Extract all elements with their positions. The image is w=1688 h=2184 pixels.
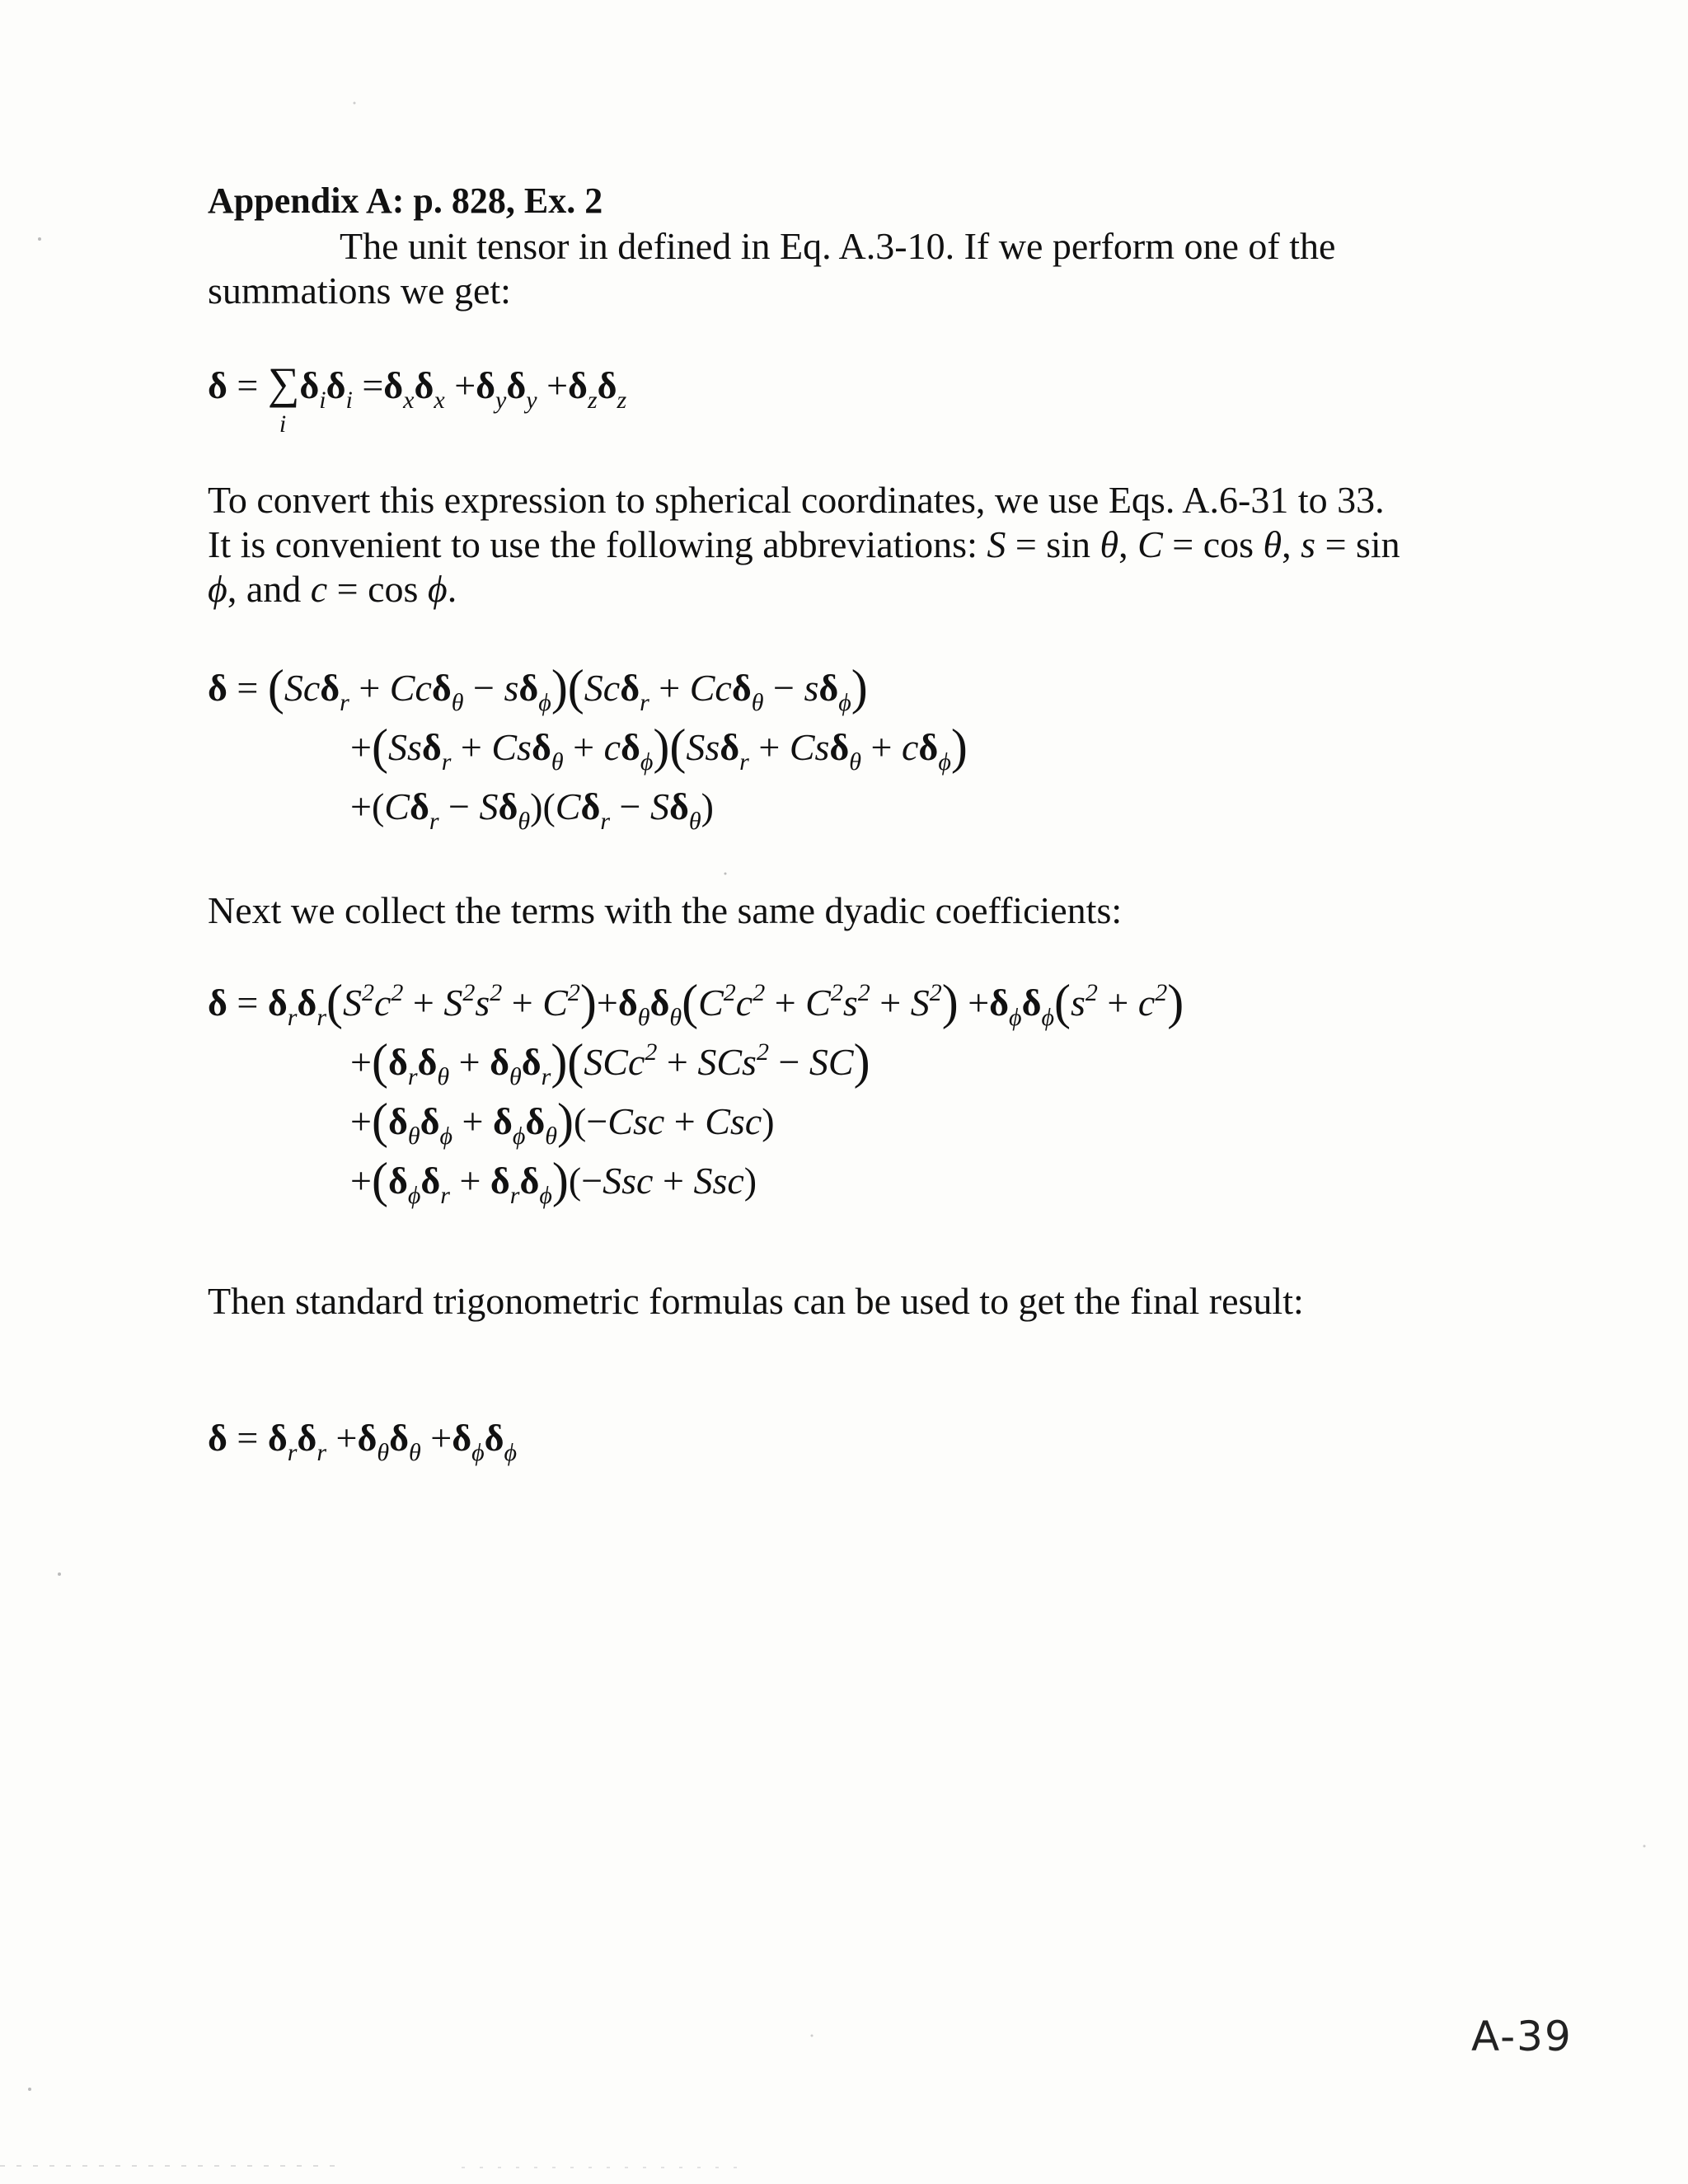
page-number: A-39 [1471,2013,1573,2060]
equation-collected-line3: $+(\delta_\theta\delta_\phi + \delta_\phi\delta_\theta)(-Csc + Csc)$ [350,1094,775,1150]
equation-expansion-line1: $\delta = (Sc\delta_r + Cc\delta_\theta - s\delta_\phi)(Sc\delta_r + Cc\delta_\theta - s\delta_\phi)$ [208,660,868,716]
equation-expansion-line2: $+(Ss\delta_r + Cs\delta_\theta + c\delta_\phi)(Ss\delta_r + Cs\delta_\theta + c\delta_\phi)$ [350,719,968,776]
convert-paragraph: To convert this expression to spherical coordinates, we use Eqs. A.6-31 to 33. It is convenient to use the following abbreviations: S = sin θ, C = cos θ, s = sin ϕ, and c = cos ϕ. [208,479,1400,610]
collect-paragraph: Next we collect the terms with the same dyadic coefficients: [208,889,1123,931]
equation-final: $\delta = \delta_r\delta_r +\delta_\theta\delta_\theta +\delta_\phi\delta_\phi$ [208,1417,518,1466]
equation-expansion-line3: $+(C\delta_r - S\delta_\theta)(C\delta_r - S\delta_\theta)$ [350,785,714,835]
page-heading: Appendix A: p. 828, Ex. 2 [208,180,603,221]
convert-text: To convert this expression to spherical coordinates, we use Eqs. A.6-31 to 33. It is convenient to use the following abbreviations: [208,479,1385,565]
equation-collected-line2: $+(\delta_r\delta_\theta + \delta_\theta\delta_r)(SCc^2 + SCs^2 - SC)$ [350,1034,870,1090]
final-paragraph: Then standard trigonometric formulas can be used to get the final result: [208,1280,1304,1322]
equation-summation: δ = ∑ i $\delta_i\delta_i =\delta_x\delta_x +\delta_y\delta_y +\delta_z\delta_z$ [208,359,627,438]
intro-paragraph: The unit tensor in defined in Eq. A.3-10. If we perform one of the summations we get: [208,225,1336,312]
equation-collected-line4: $+(\delta_\phi\delta_r + \delta_r\delta_\phi)(-Ssc + Ssc)$ [350,1153,757,1209]
equation-collected-line1: $\delta = \delta_r\delta_r(S^2c^2 + S^2s^2 + C^2)+\delta_\theta\delta_\theta(C^2c^2 + C^2s^2 + S^2) +\delta_\phi\delta_\phi(s^2 + c^2)$ [208,975,1184,1031]
